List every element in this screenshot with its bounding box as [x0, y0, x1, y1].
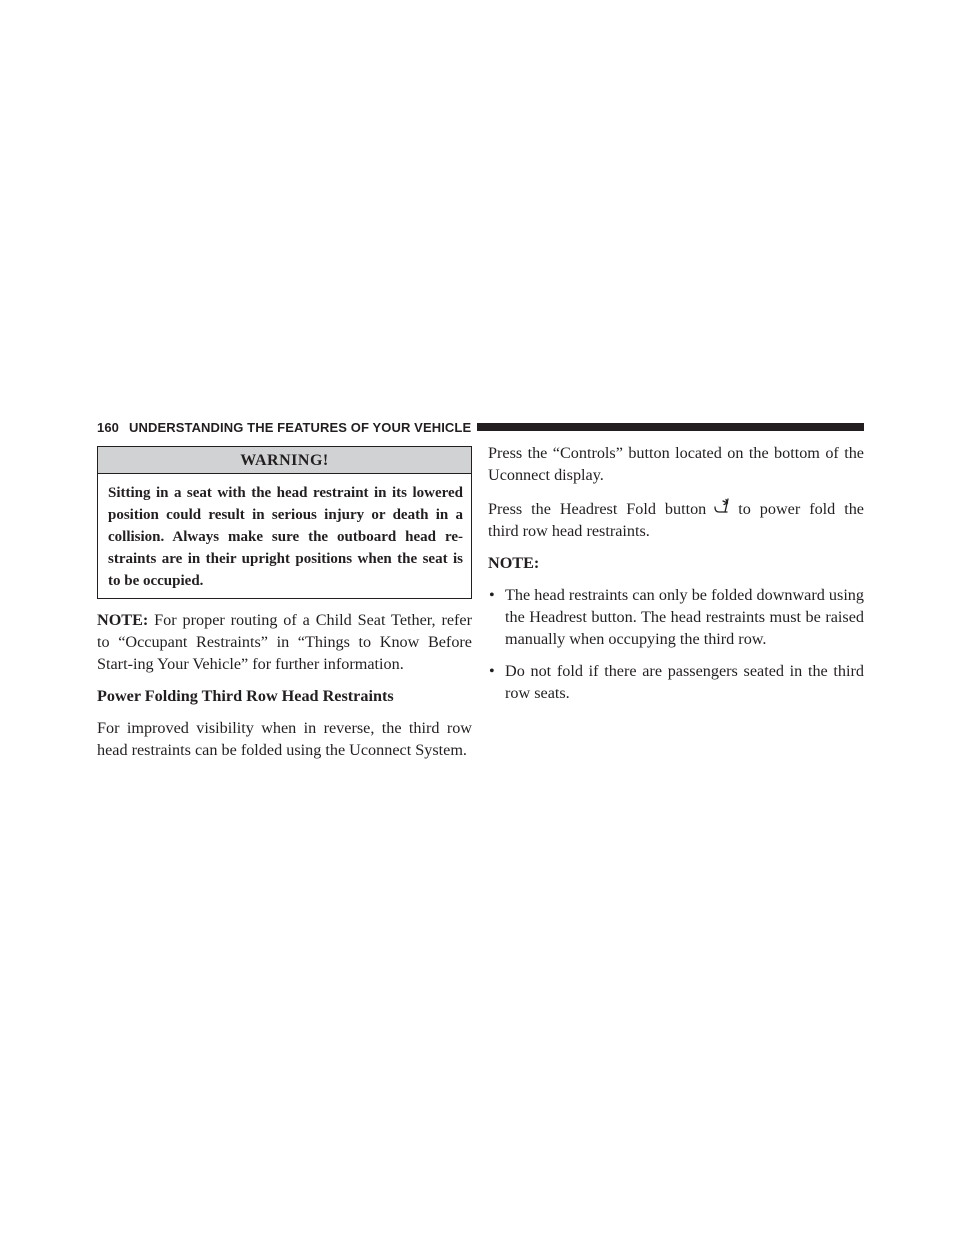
- page-header: [97, 416, 864, 438]
- note-list: [488, 584, 864, 704]
- intro-paragraph: For improved visibility when in reverse, the third row head restraints can be folded using the Uconnect System.: [97, 719, 472, 759]
- controls-paragraph: Press the “Controls” button located on the bottom of the Uconnect display.: [488, 444, 864, 484]
- headrest-fold-icon: [712, 496, 732, 516]
- list-item: • Do not fold if there are passengers seated in the third row seats.: [488, 660, 864, 704]
- headrest-text-before: Press the Headrest Fold button: [488, 500, 707, 518]
- section-title: UNDERSTANDING THE FEATURES OF YOUR VEHICLE: [129, 419, 472, 435]
- note-paragraph: [97, 609, 472, 675]
- list-item: • The head restraints can only be folded downward using the Headrest button. The head restraints must be raised manually when occupying the third row.: [488, 584, 864, 650]
- note-heading: NOTE:: [488, 554, 540, 572]
- left-column: [97, 446, 472, 771]
- note-label: NOTE:: [97, 611, 149, 629]
- warning-box: [97, 446, 472, 599]
- headrest-paragraph: [488, 496, 864, 542]
- subheading: Power Folding Third Row Head Restraints: [97, 687, 394, 705]
- warning-text: Sitting in a seat with the head restraint in its lowered position could result in serious injury or death in a collision. Always make sure the outboard head re-straints are in their upright positions when the seat is to be occupied.: [108, 485, 463, 589]
- right-column: [488, 442, 864, 714]
- warning-title: WARNING!: [98, 447, 471, 474]
- headrest-text-after: to power fold the third row head restraints.: [488, 500, 864, 540]
- note-text: For proper routing of a Child Seat Tether, refer to “Occupant Restraints” in “Things to Know Before Start-ing Your Vehicle” for further information.: [97, 611, 472, 673]
- header-rule: [477, 423, 864, 431]
- page-number: 160: [97, 419, 119, 435]
